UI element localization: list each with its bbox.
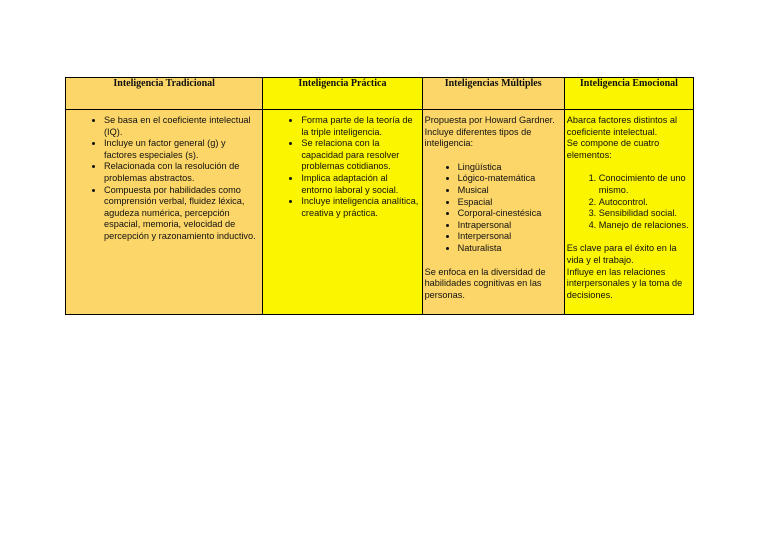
multiple-outro: Se enfoca en la diversidad de habilidades cognitivas en las personas. bbox=[424, 266, 546, 300]
emotional-intro-elements: Se compone de cuatro elementos: bbox=[566, 138, 660, 160]
header-traditional: Inteligencia Tradicional bbox=[66, 78, 263, 110]
list-item: • Se relaciona con la capacidad para resolver problemas cotidianos. bbox=[301, 138, 419, 173]
traditional-list bbox=[68, 115, 260, 243]
header-practical: Inteligencia Práctica bbox=[263, 78, 422, 110]
emotional-outro-relations: Influye en las relaciones interpersonales y la toma de decisiones. bbox=[566, 266, 683, 300]
header-emotional: Inteligencia Emocional bbox=[564, 78, 693, 110]
list-item: • Implica adaptación al entorno laboral y social. bbox=[301, 173, 419, 196]
emotional-elements-list bbox=[567, 173, 691, 231]
list-item: • Relacionada con la resolución de problemas abstractos. bbox=[104, 161, 260, 184]
list-item: • Corporal-cinestésica bbox=[458, 208, 562, 220]
list-item: • Compuesta por habilidades como comprensión verbal, fluidez léxica, agudeza numérica, percepción espacial, memoria, velocidad de percepción y razonamiento inductivo. bbox=[104, 185, 260, 243]
list-item: • Lingüística bbox=[458, 162, 562, 174]
emotional-intro-factors: Abarca factores distintos al coeficiente intelectual. bbox=[566, 115, 678, 137]
multiple-intro-types: Incluye diferentes tipos de inteligencia: bbox=[424, 126, 532, 149]
content-row bbox=[66, 110, 694, 315]
list-item: • Intrapersonal bbox=[458, 220, 562, 232]
list-item: • Incluye inteligencia analítica, creativa y práctica. bbox=[301, 196, 419, 219]
cell-multiple bbox=[422, 110, 564, 315]
cell-emotional bbox=[564, 110, 693, 315]
list-item: 1. Conocimiento de uno mismo. bbox=[599, 173, 691, 196]
list-item: • Interpersonal bbox=[458, 231, 562, 243]
multiple-intro-author: Propuesta por Howard Gardner. bbox=[424, 115, 555, 125]
list-item: • Espacial bbox=[458, 197, 562, 209]
list-item: • Lógico-matemática bbox=[458, 173, 562, 185]
list-item: 3. Sensibilidad social. bbox=[599, 208, 691, 220]
list-item: • Musical bbox=[458, 185, 562, 197]
multiple-types-list bbox=[425, 162, 562, 255]
list-item: 4. Manejo de relaciones. bbox=[599, 220, 691, 232]
header-row bbox=[66, 78, 694, 110]
cell-traditional bbox=[66, 110, 263, 315]
list-item: • Se basa en el coeficiente intelectual (IQ). bbox=[104, 115, 260, 138]
list-item: 2. Autocontrol. bbox=[599, 197, 691, 209]
header-multiple: Inteligencias Múltiples bbox=[422, 78, 564, 110]
comparison-table bbox=[65, 77, 694, 315]
practical-list bbox=[265, 115, 419, 219]
list-item: • Forma parte de la teoría de la triple inteligencia. bbox=[301, 115, 419, 138]
cell-practical bbox=[263, 110, 422, 315]
list-item: • Incluye un factor general (g) y factores especiales (s). bbox=[104, 138, 260, 161]
emotional-outro-success: Es clave para el éxito en la vida y el trabajo. bbox=[566, 243, 677, 265]
list-item: • Naturalista bbox=[458, 243, 562, 255]
